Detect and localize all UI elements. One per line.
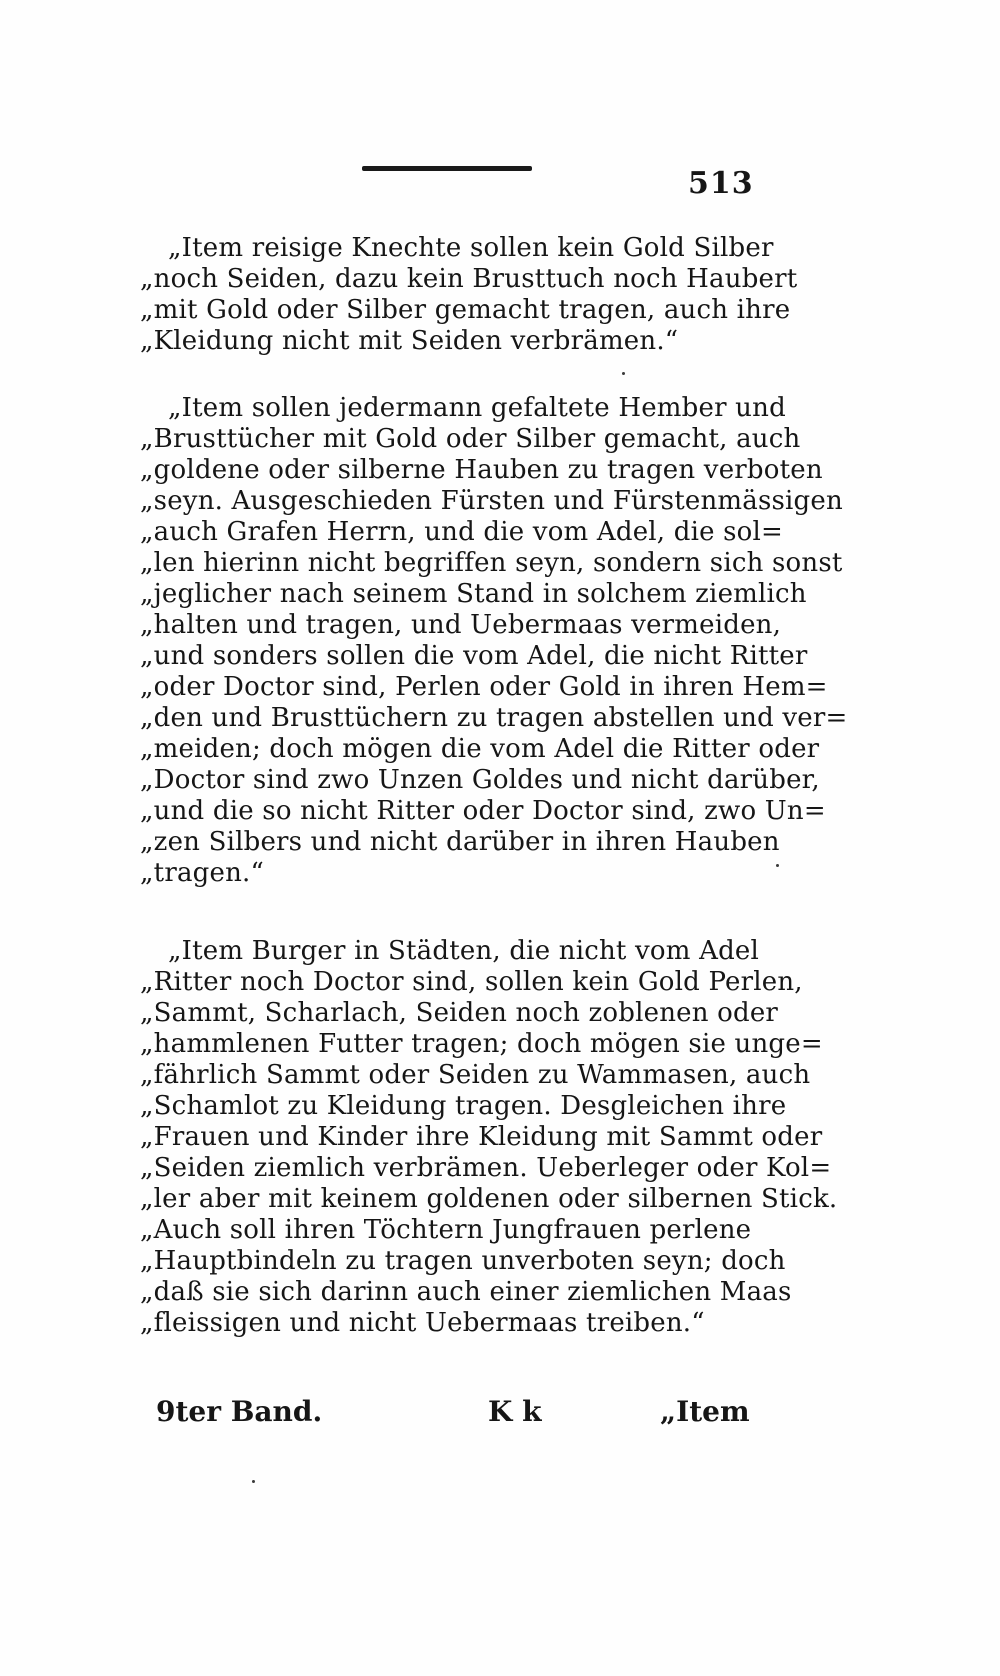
text-line: „Doctor sind zwo Unzen Goldes und nicht darüber, [140,765,820,795]
text-line: „Hauptbindeln zu tragen unverboten seyn; doch [140,1246,786,1276]
text-line: „Item sollen jedermann gefaltete Hember und [168,393,786,423]
text-line: „len hierinn nicht begriffen seyn, sondern sich sonst [140,548,843,578]
paragraph-2 [140,393,848,889]
text-line: „halten und tragen, und Uebermaas vermeiden, [140,610,782,640]
text-line: „tragen.“ [140,858,264,888]
text-line: „Seiden ziemlich verbrämen. Ueberleger oder Kol= [140,1153,832,1183]
text-line: „seyn. Ausgeschieden Fürsten und Fürstenmässigen [140,486,843,516]
text-line: „und sonders sollen die vom Adel, die nicht Ritter [140,641,808,671]
text-line: „auch Grafen Herrn, und die vom Adel, die sol= [140,517,784,547]
paragraph-1 [140,233,798,357]
text-line: „Sammt, Scharlach, Seiden noch zoblenen oder [140,998,779,1028]
text-line: „jeglicher nach seinem Stand in solchem ziemlich [140,579,807,609]
text-line: „zen Silbers und nicht darüber in ihren Hauben [140,827,780,857]
text-line: „noch Seiden, dazu kein Brusttuch noch Haubert [140,264,798,294]
scan-speck [622,372,625,375]
text-line: „fährlich Sammt oder Seiden zu Wammasen, auch [140,1060,811,1090]
text-line: „goldene oder silberne Hauben zu tragen verboten [140,455,823,485]
page-number: 513 [688,166,754,201]
paragraph-3 [140,936,838,1339]
text-line: „hammlenen Futter tragen; doch mögen sie unge= [140,1029,823,1059]
signature-mark: K k [488,1395,542,1428]
header-rule [362,166,532,171]
text-line: „und die so nicht Ritter oder Doctor sind, zwo Un= [140,796,826,826]
text-line: „Item reisige Knechte sollen kein Gold Silber [168,233,774,263]
scan-speck [776,864,779,867]
text-line: „Frauen und Kinder ihre Kleidung mit Sammt oder [140,1122,823,1152]
volume-label: 9ter Band. [156,1395,323,1428]
text-line: „ler aber mit keinem goldenen oder silbernen Stick. [140,1184,838,1214]
text-line: „fleissigen und nicht Uebermaas treiben.“ [140,1308,705,1338]
text-line: „den und Brusttüchern zu tragen abstellen und ver= [140,703,848,733]
text-line: „Kleidung nicht mit Seiden verbrämen.“ [140,326,679,356]
text-line: „Brusttücher mit Gold oder Silber gemacht, auch [140,424,801,454]
text-line: „Schamlot zu Kleidung tragen. Desgleichen ihre [140,1091,787,1121]
text-line: „oder Doctor sind, Perlen oder Gold in ihren Hem= [140,672,828,702]
scan-speck [252,1480,255,1483]
catchword: „Item [660,1395,750,1428]
text-line: „mit Gold oder Silber gemacht tragen, auch ihre [140,295,791,325]
text-line: „Auch soll ihren Töchtern Jungfrauen perlene [140,1215,752,1245]
text-line: „daß sie sich darinn auch einer ziemlichen Maas [140,1277,792,1307]
text-line: „meiden; doch mögen die vom Adel die Ritter oder [140,734,820,764]
text-line: „Item Burger in Städten, die nicht vom Adel [168,936,760,966]
text-line: „Ritter noch Doctor sind, sollen kein Gold Perlen, [140,967,803,997]
